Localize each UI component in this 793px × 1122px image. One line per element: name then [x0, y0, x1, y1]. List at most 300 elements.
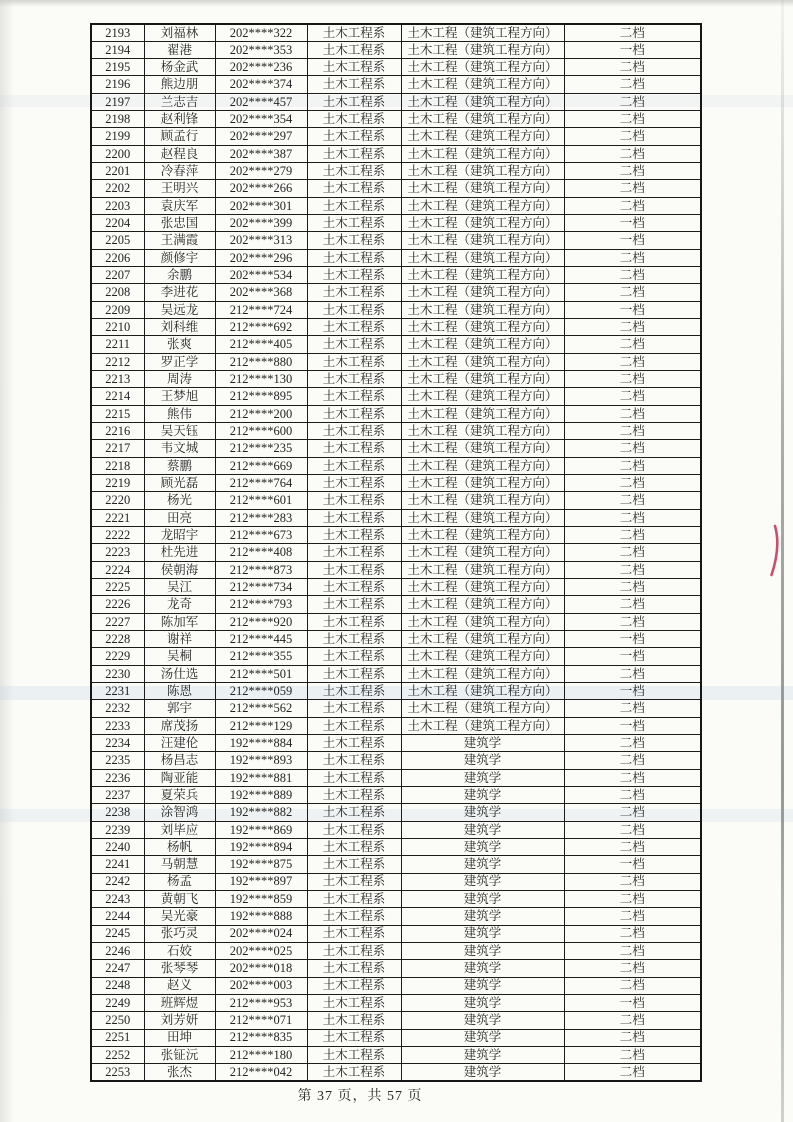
cell-student-id: 202****322 [215, 24, 307, 41]
table-row [91, 475, 701, 492]
cell-major: 土木工程（建筑工程方向） [401, 41, 564, 58]
cell-department: 土木工程系 [307, 648, 401, 665]
cell-student-id: 202****374 [215, 76, 307, 93]
cell-student-id: 192****897 [215, 873, 307, 890]
red-pen-mark [767, 523, 781, 579]
cell-name: 吴天钰 [144, 423, 215, 440]
cell-tier: 二档 [564, 163, 701, 180]
cell-index: 2228 [91, 630, 144, 647]
table-row [91, 111, 701, 128]
cell-student-id: 212****235 [215, 440, 307, 457]
table-row [91, 856, 701, 873]
cell-tier: 二档 [564, 509, 701, 526]
cell-department: 土木工程系 [307, 752, 401, 769]
cell-index: 2252 [91, 1046, 144, 1063]
cell-index: 2215 [91, 405, 144, 422]
cell-major: 土木工程（建筑工程方向） [401, 665, 564, 682]
cell-department: 土木工程系 [307, 440, 401, 457]
cell-name: 张爽 [144, 336, 215, 353]
cell-tier: 二档 [564, 457, 701, 474]
cell-department: 土木工程系 [307, 232, 401, 249]
cell-department: 土木工程系 [307, 59, 401, 76]
cell-name: 熊边朋 [144, 76, 215, 93]
cell-name: 蔡鹏 [144, 457, 215, 474]
cell-student-id: 212****673 [215, 527, 307, 544]
table-row [91, 1012, 701, 1029]
cell-major: 土木工程（建筑工程方向） [401, 475, 564, 492]
cell-tier: 二档 [564, 319, 701, 336]
cell-major: 土木工程（建筑工程方向） [401, 388, 564, 405]
cell-department: 土木工程系 [307, 353, 401, 370]
cell-department: 土木工程系 [307, 890, 401, 907]
cell-major: 土木工程（建筑工程方向） [401, 579, 564, 596]
cell-department: 土木工程系 [307, 197, 401, 214]
cell-name: 杨昌志 [144, 752, 215, 769]
cell-major: 土木工程（建筑工程方向） [401, 232, 564, 249]
cell-major: 土木工程（建筑工程方向） [401, 284, 564, 301]
cell-major: 建筑学 [401, 1046, 564, 1063]
cell-student-id: 192****859 [215, 890, 307, 907]
cell-student-id: 212****562 [215, 700, 307, 717]
cell-student-id: 212****355 [215, 648, 307, 665]
cell-department: 土木工程系 [307, 856, 401, 873]
table-row [91, 752, 701, 769]
table-row [91, 804, 701, 821]
cell-department: 土木工程系 [307, 873, 401, 890]
table-row [91, 942, 701, 959]
cell-major: 土木工程（建筑工程方向） [401, 648, 564, 665]
table-row [91, 994, 701, 1011]
cell-department: 土木工程系 [307, 111, 401, 128]
cell-name: 侯朝海 [144, 561, 215, 578]
cell-major: 土木工程（建筑工程方向） [401, 596, 564, 613]
cell-major: 建筑学 [401, 1029, 564, 1046]
cell-department: 土木工程系 [307, 786, 401, 803]
cell-major: 土木工程（建筑工程方向） [401, 457, 564, 474]
cell-tier: 一档 [564, 717, 701, 734]
cell-student-id: 212****895 [215, 388, 307, 405]
table-row [91, 76, 701, 93]
cell-name: 郭宇 [144, 700, 215, 717]
cell-tier: 二档 [564, 665, 701, 682]
cell-department: 土木工程系 [307, 1064, 401, 1081]
cell-index: 2222 [91, 527, 144, 544]
table-row [91, 145, 701, 162]
cell-department: 土木工程系 [307, 475, 401, 492]
cell-student-id: 202****296 [215, 249, 307, 266]
cell-name: 席茂扬 [144, 717, 215, 734]
cell-student-id: 212****129 [215, 717, 307, 734]
table-row [91, 630, 701, 647]
cell-index: 2230 [91, 665, 144, 682]
cell-tier: 二档 [564, 336, 701, 353]
cell-index: 2231 [91, 682, 144, 699]
table-row [91, 838, 701, 855]
table-row [91, 665, 701, 682]
table-row [91, 440, 701, 457]
cell-tier: 二档 [564, 24, 701, 41]
cell-name: 石姣 [144, 942, 215, 959]
student-roster-table [90, 23, 702, 1082]
cell-tier: 二档 [564, 405, 701, 422]
cell-index: 2193 [91, 24, 144, 41]
cell-department: 土木工程系 [307, 249, 401, 266]
cell-major: 建筑学 [401, 838, 564, 855]
cell-major: 土木工程（建筑工程方向） [401, 93, 564, 110]
table-row [91, 873, 701, 890]
table-row [91, 457, 701, 474]
table-row [91, 215, 701, 232]
cell-tier: 二档 [564, 145, 701, 162]
cell-name: 陈加军 [144, 613, 215, 630]
cell-tier: 二档 [564, 1029, 701, 1046]
cell-tier: 二档 [564, 492, 701, 509]
cell-major: 土木工程（建筑工程方向） [401, 405, 564, 422]
cell-tier: 一档 [564, 682, 701, 699]
cell-major: 土木工程（建筑工程方向） [401, 371, 564, 388]
cell-index: 2210 [91, 319, 144, 336]
cell-student-id: 212****200 [215, 405, 307, 422]
cell-index: 2195 [91, 59, 144, 76]
table-row [91, 786, 701, 803]
cell-index: 2250 [91, 1012, 144, 1029]
cell-name: 龙昭宇 [144, 527, 215, 544]
cell-name: 王满霞 [144, 232, 215, 249]
cell-name: 张钲沅 [144, 1046, 215, 1063]
cell-student-id: 212****501 [215, 665, 307, 682]
cell-student-id: 192****882 [215, 804, 307, 821]
cell-tier: 二档 [564, 59, 701, 76]
cell-student-id: 212****764 [215, 475, 307, 492]
cell-major: 土木工程（建筑工程方向） [401, 215, 564, 232]
cell-index: 2243 [91, 890, 144, 907]
cell-index: 2239 [91, 821, 144, 838]
cell-tier: 一档 [564, 630, 701, 647]
cell-index: 2221 [91, 509, 144, 526]
cell-major: 建筑学 [401, 804, 564, 821]
cell-tier: 二档 [564, 821, 701, 838]
cell-name: 杨光 [144, 492, 215, 509]
cell-department: 土木工程系 [307, 561, 401, 578]
cell-index: 2209 [91, 301, 144, 318]
cell-student-id: 212****071 [215, 1012, 307, 1029]
cell-index: 2232 [91, 700, 144, 717]
cell-student-id: 212****445 [215, 630, 307, 647]
cell-major: 建筑学 [401, 994, 564, 1011]
cell-student-id: 212****601 [215, 492, 307, 509]
cell-major: 土木工程（建筑工程方向） [401, 544, 564, 561]
cell-name: 冷春萍 [144, 163, 215, 180]
cell-major: 土木工程（建筑工程方向） [401, 249, 564, 266]
cell-index: 2235 [91, 752, 144, 769]
table-row [91, 197, 701, 214]
cell-student-id: 192****893 [215, 752, 307, 769]
table-row [91, 371, 701, 388]
cell-department: 土木工程系 [307, 371, 401, 388]
cell-index: 2211 [91, 336, 144, 353]
table-row [91, 925, 701, 942]
cell-tier: 二档 [564, 596, 701, 613]
cell-department: 土木工程系 [307, 1012, 401, 1029]
cell-index: 2196 [91, 76, 144, 93]
cell-major: 土木工程（建筑工程方向） [401, 527, 564, 544]
cell-name: 张杰 [144, 1064, 215, 1081]
cell-student-id: 212****408 [215, 544, 307, 561]
cell-department: 土木工程系 [307, 613, 401, 630]
cell-department: 土木工程系 [307, 41, 401, 58]
cell-tier: 一档 [564, 648, 701, 665]
cell-major: 建筑学 [401, 1012, 564, 1029]
scan-top-edge [0, 0, 793, 7]
table-row [91, 423, 701, 440]
cell-tier: 一档 [564, 856, 701, 873]
cell-department: 土木工程系 [307, 180, 401, 197]
cell-student-id: 212****405 [215, 336, 307, 353]
cell-name: 班辉煜 [144, 994, 215, 1011]
cell-major: 土木工程（建筑工程方向） [401, 301, 564, 318]
table-row [91, 1064, 701, 1081]
cell-department: 土木工程系 [307, 821, 401, 838]
cell-index: 2226 [91, 596, 144, 613]
cell-tier: 二档 [564, 440, 701, 457]
cell-tier: 二档 [564, 925, 701, 942]
cell-student-id: 192****881 [215, 769, 307, 786]
cell-name: 杨孟 [144, 873, 215, 890]
cell-major: 建筑学 [401, 1064, 564, 1081]
cell-name: 杨金武 [144, 59, 215, 76]
cell-student-id: 202****236 [215, 59, 307, 76]
cell-name: 张巧灵 [144, 925, 215, 942]
cell-major: 土木工程（建筑工程方向） [401, 267, 564, 284]
cell-student-id: 212****793 [215, 596, 307, 613]
cell-tier: 二档 [564, 475, 701, 492]
cell-department: 土木工程系 [307, 492, 401, 509]
cell-index: 2247 [91, 960, 144, 977]
table-row [91, 908, 701, 925]
cell-student-id: 212****059 [215, 682, 307, 699]
cell-major: 建筑学 [401, 734, 564, 751]
cell-index: 2245 [91, 925, 144, 942]
table-row [91, 267, 701, 284]
cell-name: 赵利锋 [144, 111, 215, 128]
cell-index: 2240 [91, 838, 144, 855]
cell-major: 土木工程（建筑工程方向） [401, 59, 564, 76]
cell-department: 土木工程系 [307, 734, 401, 751]
cell-index: 2227 [91, 613, 144, 630]
cell-index: 2251 [91, 1029, 144, 1046]
cell-name: 袁庆军 [144, 197, 215, 214]
cell-student-id: 202****313 [215, 232, 307, 249]
cell-department: 土木工程系 [307, 457, 401, 474]
cell-tier: 一档 [564, 215, 701, 232]
cell-major: 土木工程（建筑工程方向） [401, 180, 564, 197]
cell-tier: 二档 [564, 249, 701, 266]
cell-department: 土木工程系 [307, 1046, 401, 1063]
cell-department: 土木工程系 [307, 579, 401, 596]
table-row [91, 890, 701, 907]
table-row [91, 249, 701, 266]
cell-student-id: 202****353 [215, 41, 307, 58]
table-row [91, 319, 701, 336]
cell-major: 土木工程（建筑工程方向） [401, 509, 564, 526]
cell-tier: 二档 [564, 977, 701, 994]
cell-department: 土木工程系 [307, 665, 401, 682]
cell-index: 2216 [91, 423, 144, 440]
cell-name: 王梦旭 [144, 388, 215, 405]
cell-name: 马朝慧 [144, 856, 215, 873]
cell-index: 2207 [91, 267, 144, 284]
cell-department: 土木工程系 [307, 301, 401, 318]
table-row [91, 960, 701, 977]
cell-name: 田坤 [144, 1029, 215, 1046]
cell-department: 土木工程系 [307, 319, 401, 336]
cell-tier: 二档 [564, 353, 701, 370]
cell-index: 2249 [91, 994, 144, 1011]
cell-tier: 二档 [564, 111, 701, 128]
cell-name: 田亮 [144, 509, 215, 526]
cell-department: 土木工程系 [307, 128, 401, 145]
cell-student-id: 202****025 [215, 942, 307, 959]
cell-major: 土木工程（建筑工程方向） [401, 163, 564, 180]
cell-name: 韦文城 [144, 440, 215, 457]
cell-major: 土木工程（建筑工程方向） [401, 76, 564, 93]
cell-student-id: 192****884 [215, 734, 307, 751]
table-row [91, 24, 701, 41]
cell-major: 建筑学 [401, 890, 564, 907]
cell-tier: 二档 [564, 908, 701, 925]
cell-major: 土木工程（建筑工程方向） [401, 128, 564, 145]
cell-name: 吴桐 [144, 648, 215, 665]
cell-department: 土木工程系 [307, 717, 401, 734]
cell-tier: 二档 [564, 180, 701, 197]
cell-name: 吴远龙 [144, 301, 215, 318]
cell-index: 2197 [91, 93, 144, 110]
cell-name: 王明兴 [144, 180, 215, 197]
cell-major: 土木工程（建筑工程方向） [401, 423, 564, 440]
cell-tier: 二档 [564, 76, 701, 93]
cell-tier: 一档 [564, 41, 701, 58]
table-row [91, 336, 701, 353]
cell-index: 2200 [91, 145, 144, 162]
cell-major: 土木工程（建筑工程方向） [401, 336, 564, 353]
cell-name: 余鹏 [144, 267, 215, 284]
cell-major: 土木工程（建筑工程方向） [401, 24, 564, 41]
cell-major: 建筑学 [401, 752, 564, 769]
cell-major: 建筑学 [401, 873, 564, 890]
cell-tier: 二档 [564, 128, 701, 145]
cell-name: 兰志吉 [144, 93, 215, 110]
cell-index: 2202 [91, 180, 144, 197]
cell-student-id: 212****130 [215, 371, 307, 388]
table-row [91, 821, 701, 838]
cell-student-id: 202****297 [215, 128, 307, 145]
cell-student-id: 212****669 [215, 457, 307, 474]
cell-student-id: 192****889 [215, 786, 307, 803]
cell-tier: 二档 [564, 890, 701, 907]
cell-student-id: 192****875 [215, 856, 307, 873]
cell-index: 2198 [91, 111, 144, 128]
scan-right-edge-line [781, 0, 784, 1122]
table-row [91, 93, 701, 110]
table-row [91, 734, 701, 751]
cell-major: 建筑学 [401, 821, 564, 838]
cell-department: 土木工程系 [307, 405, 401, 422]
cell-index: 2206 [91, 249, 144, 266]
cell-name: 熊伟 [144, 405, 215, 422]
cell-student-id: 212****692 [215, 319, 307, 336]
cell-tier: 二档 [564, 613, 701, 630]
cell-department: 土木工程系 [307, 163, 401, 180]
cell-tier: 二档 [564, 388, 701, 405]
cell-tier: 二档 [564, 873, 701, 890]
cell-department: 土木工程系 [307, 284, 401, 301]
cell-index: 2212 [91, 353, 144, 370]
cell-student-id: 202****457 [215, 93, 307, 110]
table-row [91, 59, 701, 76]
table-row [91, 163, 701, 180]
cell-department: 土木工程系 [307, 925, 401, 942]
cell-name: 刘芳妍 [144, 1012, 215, 1029]
table-row [91, 509, 701, 526]
cell-department: 土木工程系 [307, 596, 401, 613]
cell-student-id: 192****869 [215, 821, 307, 838]
cell-tier: 二档 [564, 838, 701, 855]
cell-major: 建筑学 [401, 942, 564, 959]
cell-major: 土木工程（建筑工程方向） [401, 492, 564, 509]
cell-major: 建筑学 [401, 960, 564, 977]
cell-tier: 二档 [564, 197, 701, 214]
table-row [91, 613, 701, 630]
table-row [91, 682, 701, 699]
cell-name: 汤仕选 [144, 665, 215, 682]
cell-tier: 二档 [564, 804, 701, 821]
roster-table-body [91, 24, 701, 1081]
cell-student-id: 212****283 [215, 509, 307, 526]
cell-student-id: 202****354 [215, 111, 307, 128]
cell-student-id: 212****180 [215, 1046, 307, 1063]
table-row [91, 180, 701, 197]
cell-department: 土木工程系 [307, 700, 401, 717]
cell-department: 土木工程系 [307, 76, 401, 93]
cell-name: 谢祥 [144, 630, 215, 647]
cell-major: 土木工程（建筑工程方向） [401, 700, 564, 717]
table-row [91, 977, 701, 994]
cell-index: 2241 [91, 856, 144, 873]
cell-name: 刘毕应 [144, 821, 215, 838]
cell-index: 2238 [91, 804, 144, 821]
cell-major: 土木工程（建筑工程方向） [401, 353, 564, 370]
cell-student-id: 202****368 [215, 284, 307, 301]
cell-tier: 二档 [564, 786, 701, 803]
cell-tier: 二档 [564, 752, 701, 769]
cell-tier: 二档 [564, 527, 701, 544]
cell-department: 土木工程系 [307, 960, 401, 977]
cell-department: 土木工程系 [307, 994, 401, 1011]
cell-major: 土木工程（建筑工程方向） [401, 319, 564, 336]
cell-name: 张琴琴 [144, 960, 215, 977]
cell-department: 土木工程系 [307, 942, 401, 959]
table-row [91, 301, 701, 318]
cell-department: 土木工程系 [307, 977, 401, 994]
table-row [91, 700, 701, 717]
table-row [91, 561, 701, 578]
cell-name: 赵程良 [144, 145, 215, 162]
cell-name: 杨帆 [144, 838, 215, 855]
cell-name: 陈恩 [144, 682, 215, 699]
cell-name: 黄朝飞 [144, 890, 215, 907]
cell-tier: 二档 [564, 579, 701, 596]
cell-name: 翟港 [144, 41, 215, 58]
